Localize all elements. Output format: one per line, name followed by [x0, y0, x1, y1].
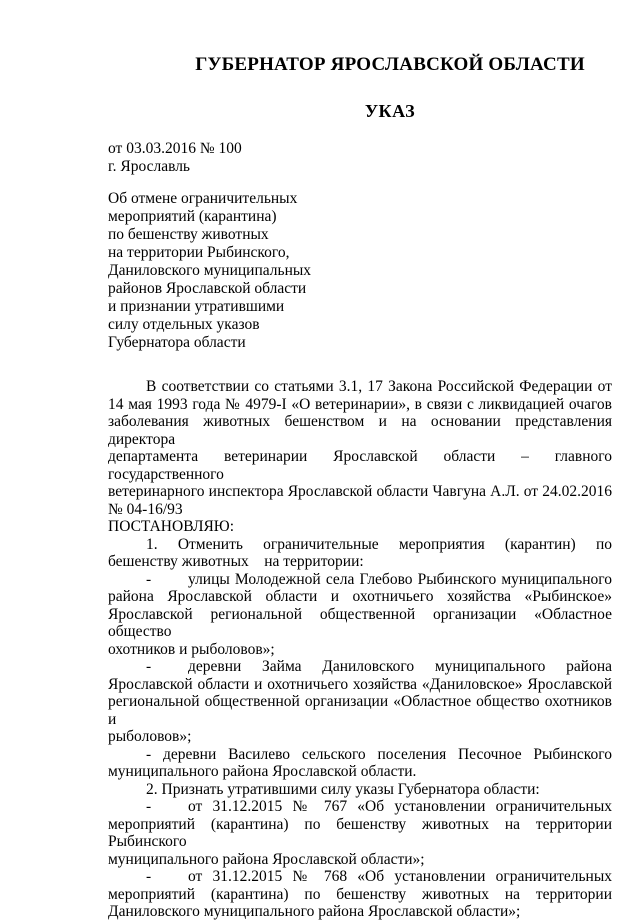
- preamble-line: ветеринарного инспектора Ярославской области Чавгуна А.Л. от 24.02.2016: [108, 483, 612, 500]
- subject-line: и признании утратившими: [108, 298, 285, 315]
- subject-line: силу отдельных указов: [108, 316, 260, 333]
- decree-word: ПОСТАНОВЛЯЮ:: [108, 518, 235, 535]
- preamble: [108, 378, 612, 518]
- item-2-bullet: - от 31.12.2015 № 768 «Об установлении ограничительных мероприятий (карантина) по бешенству животных на территории Даниловского муниципального района Ярославской области»;: [108, 868, 612, 920]
- bullet-dash: -: [146, 570, 152, 588]
- bullet-dash: -: [146, 868, 152, 885]
- document-type: УКАЗ: [364, 101, 416, 121]
- subject-line: Об отмене ограничительных: [108, 190, 298, 207]
- subject-line: Губернатора области: [108, 334, 246, 351]
- item-1-bullet: - деревни Займа Даниловского муниципального района Ярославской области и охотничьего хозяйства «Даниловское» Ярославской региональной общественной организации «Областное общество охотников и рыболовов»;: [108, 658, 612, 745]
- item-2-heading: 2. Признать утратившими силу указы Губернатора области:: [146, 780, 540, 798]
- bullet-dash: -: [146, 658, 152, 675]
- item-2-bullet: - от 31.12.2015 № 767 «Об установлении ограничительных мероприятий (карантина) по бешенству животных на территории Рыбинского муниципального района Ярославской области»;: [108, 798, 612, 868]
- item-number: 1.: [146, 535, 158, 553]
- date-number: от 03.03.2016 № 100: [108, 140, 242, 157]
- preamble-line: № 04-16/93: [108, 500, 183, 518]
- preamble-line: заболевания животных бешенством и на основании представления директора: [108, 413, 612, 448]
- document-subject: [108, 190, 311, 352]
- subject-line: районов Ярославской области: [108, 280, 307, 297]
- item-1: [108, 536, 612, 571]
- document-meta: [108, 140, 242, 176]
- preamble-line: департамента ветеринарии Ярославской области – главного государственного: [108, 448, 612, 483]
- document-body: [108, 378, 612, 921]
- item-1-first-line: 1. Отменить ограничительные мероприятия (карантин) по: [146, 535, 612, 553]
- item-1-line: бешенству животных на территории:: [108, 553, 364, 570]
- preamble-line: В соответствии со статьями 3.1, 17 Закона Российской Федерации от: [146, 378, 612, 395]
- subject-line: Даниловского муниципальных: [108, 262, 312, 279]
- subject-line: мероприятий (карантина): [108, 208, 277, 225]
- city: г. Ярославль: [108, 158, 190, 175]
- subject-line: на территории Рыбинского,: [108, 244, 290, 261]
- item-1-bullet: - улицы Молодежной села Глебово Рыбинского муниципального района Ярославской области и охотничьего хозяйства «Рыбинское» Ярославской региональной общественной организации «Областное общество охотников и рыболовов»;: [108, 570, 612, 658]
- item-1-bullet: - деревни Василево сельского поселения Песочное Рыбинского муниципального района Ярославской области.: [108, 745, 612, 780]
- preamble-line: 14 мая 1993 года № 4979-I «О ветеринарии», в связи с ликвидацией очагов: [108, 395, 612, 413]
- document-title: ГУБЕРНАТОР ЯРОСЛАВСКОЙ ОБЛАСТИ: [195, 54, 585, 75]
- subject-line: по бешенству животных: [108, 226, 269, 243]
- bullet-dash: -: [146, 798, 152, 815]
